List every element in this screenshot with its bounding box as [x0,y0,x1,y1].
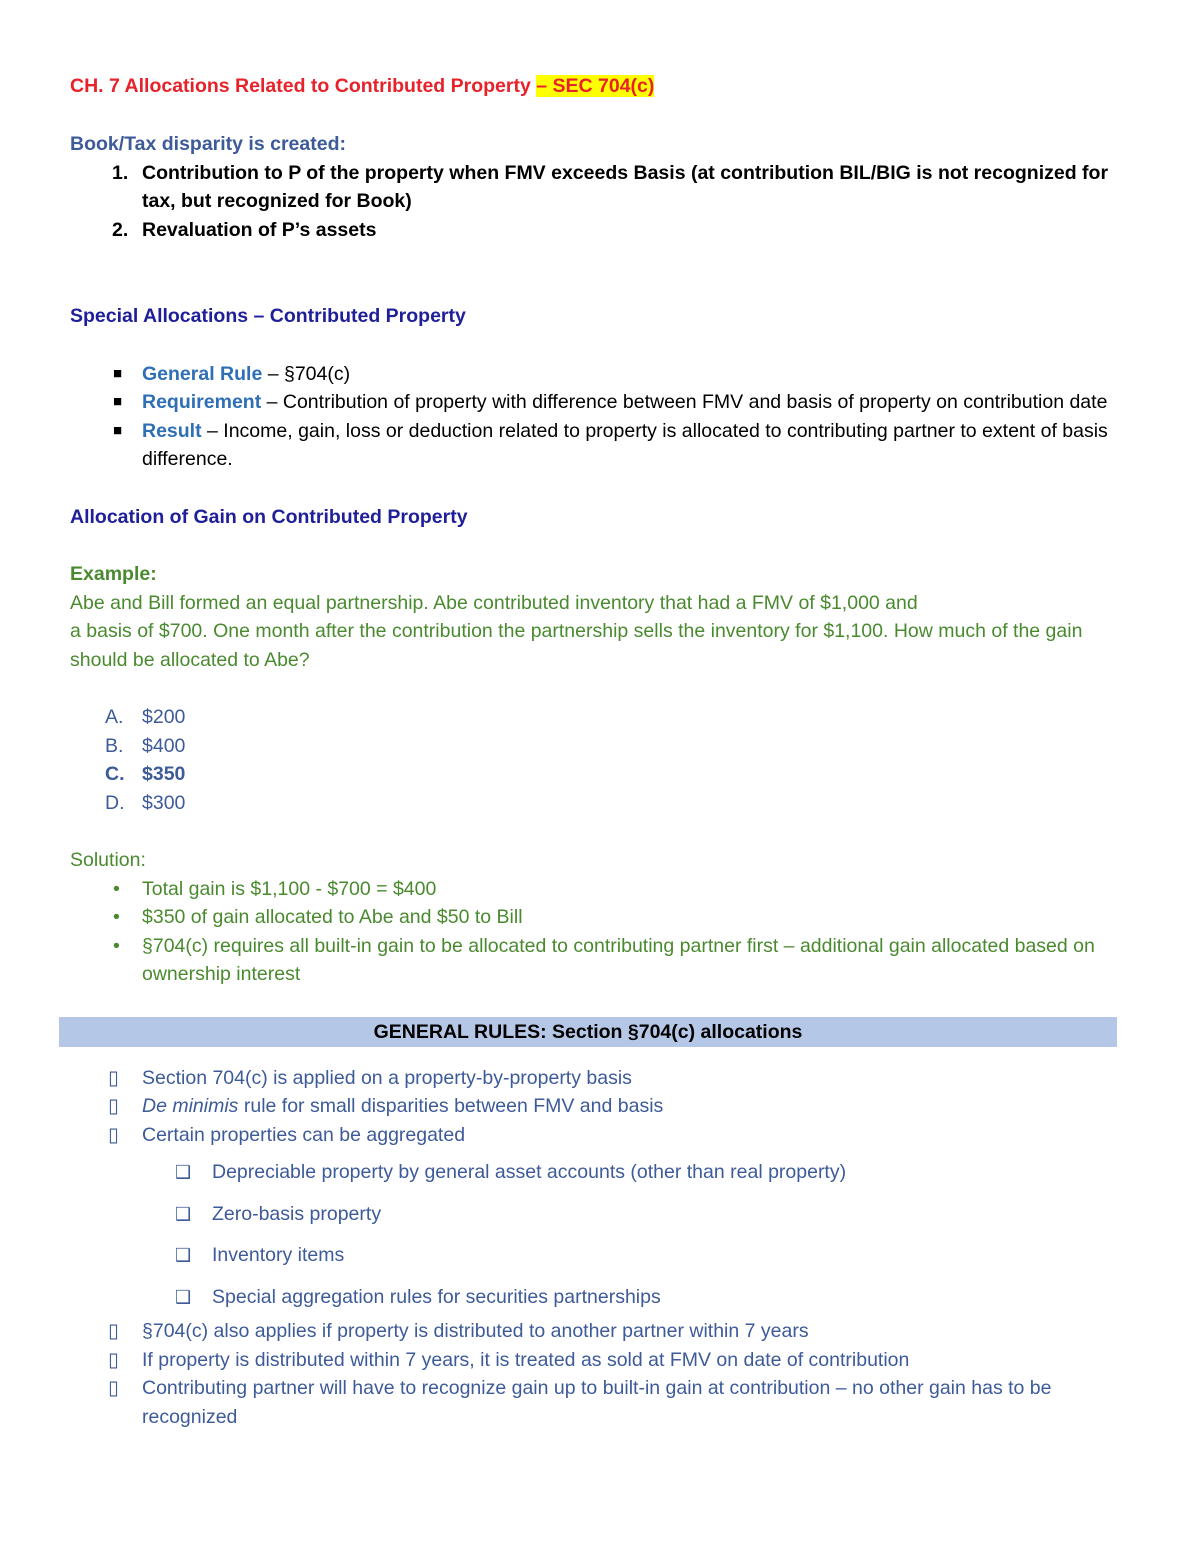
rule-sub-item: ❑ Depreciable property by general asset accounts (other than real property) [70,1158,1140,1187]
box-bullet-icon: ▯ [108,1348,119,1371]
special-item: ■ Result – Income, gain, loss or deduction related to property is allocated to contributing partner to extent of basis difference. [70,417,1140,474]
solution-item: • §704(c) requires all built-in gain to be allocated to contributing partner first – additional gain allocated based on ownership interest [70,932,1140,989]
rule-item: ▯ If property is distributed within 7 years, it is treated as sold at FMV on date of contribution [70,1346,1140,1375]
square-bullet-icon: ■ [113,421,123,439]
box-bullet-icon: ▯ [108,1377,119,1399]
rule-sub-item: ❑ Zero-basis property [70,1200,1140,1229]
rule-item: ▯ Contributing partner will have to recognize gain up to built-in gain at contribution – no other gain has to be recognized [70,1374,1140,1431]
document-page [70,72,1140,1431]
checkbox-bullet-icon: ❑ [175,1162,192,1182]
box-bullet-icon: ▯ [108,1123,119,1146]
rule-item: ▯ Certain properties can be aggregated [70,1121,1140,1150]
special-heading: Special Allocations – Contributed Property [70,305,466,327]
option-item: B. $400 [105,734,186,757]
example-label: Example: [70,563,157,585]
rule-item: ▯ Section 704(c) is applied on a property-by-property basis [70,1064,1140,1093]
answer-options [70,703,1140,817]
rule-sub-item: ❑ Special aggregation rules for securities partnerships [70,1283,1140,1312]
checkbox-bullet-icon: ❑ [175,1245,192,1265]
item-label: Requirement [142,391,262,413]
checkbox-bullet-icon: ❑ [175,1203,192,1224]
box-bullet-icon: ▯ [108,1095,119,1117]
square-bullet-icon: ■ [113,393,123,410]
checkbox-bullet-icon: ❑ [175,1286,192,1307]
option-item: D. $300 [105,791,186,814]
solution-list [70,875,1140,989]
solution-label: Solution: [70,849,146,871]
solution-item: • $350 of gain allocated to Abe and $50 to Bill [70,903,1140,932]
square-bullet-icon: ■ [113,364,123,382]
rule-item: ▯ De minimis rule for small disparities between FMV and basis [70,1092,1140,1121]
disparity-item: 1. Contribution to P of the property when FMV exceeds Basis (at contribution BIL/BIG is not recognized for tax, but recognized for Book) [112,161,1109,212]
box-bullet-icon: ▯ [108,1320,119,1342]
solution-item: • Total gain is $1,100 - $700 = $400 [70,875,1140,904]
page-title [70,72,1140,100]
bullet-icon: • [113,934,120,957]
title-highlight: – SEC 704(c) [536,75,655,97]
allocation-heading: Allocation of Gain on Contributed Property [70,505,468,528]
general-rules-list [70,1064,1140,1432]
option-item-correct: C. $350 [105,763,186,785]
box-bullet-icon: ▯ [108,1066,119,1089]
special-item: ■ General Rule – §704(c) [70,360,1140,389]
item-label: Result [142,419,202,442]
example-text: Abe and Bill formed an equal partnership. Abe contributed inventory that had a FMV of $1,000 and a basis of $700. One month after the contribution the partnership sells the inventory for $1,100. How much of the gain should be allocated to Abe? [70,591,1083,671]
bullet-icon: • [113,877,120,900]
rule-item: ▯ §704(c) also applies if property is distributed to another partner within 7 years [70,1317,1140,1346]
option-item: A. $200 [105,706,186,728]
special-item: ■ Requirement – Contribution of property with difference between FMV and basis of property on contribution date [70,388,1140,417]
item-label: General Rule [142,362,263,385]
disparity-heading: Book/Tax disparity is created: [70,133,346,155]
bullet-icon: • [113,906,120,928]
general-rules-banner: GENERAL RULES: Section §704(c) allocations [59,1017,1117,1047]
disparity-item: 2. Revaluation of P’s assets [112,218,377,241]
title-main: CH. 7 Allocations Related to Contributed Property [70,75,531,97]
rule-sub-item: ❑ Inventory items [70,1241,1140,1270]
